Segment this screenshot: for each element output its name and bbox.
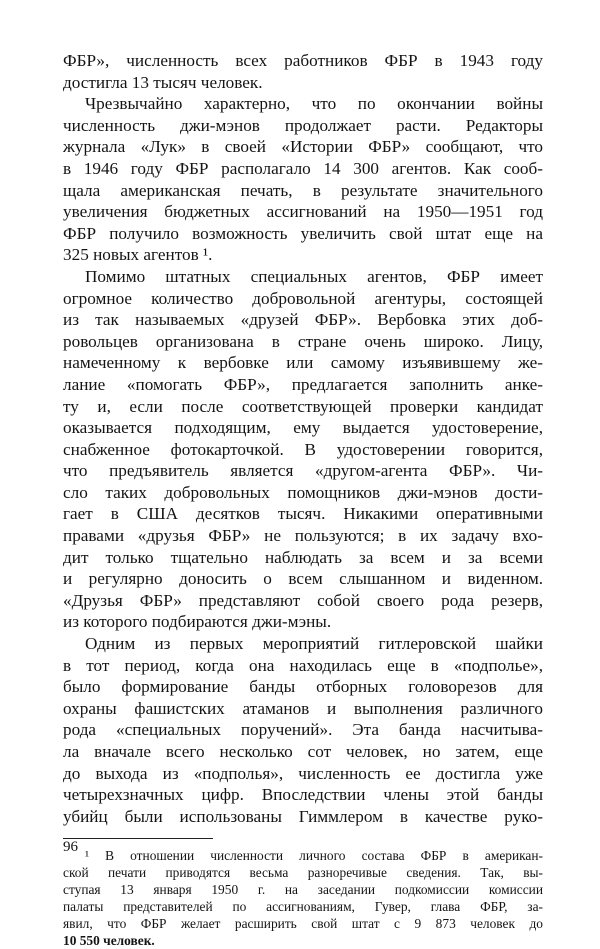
text-line: «Друзья ФБР» представляют собой своего рода резерв,: [63, 590, 543, 610]
text-line: лание «помогать ФБР», предлагается заполнить анке-: [63, 374, 543, 394]
text-line: Одним из первых мероприятий гитлеровской шайки: [85, 634, 543, 654]
footnote-line: ступая 13 января 1950 г. на заседании подкомиссии комиссии: [63, 882, 543, 898]
text-line: из которого подбираются джи-мэны.: [63, 612, 332, 632]
text-line: четырехзначных цифр. Впоследствии члены этой банды: [63, 785, 543, 805]
footnote-line: явил, что ФБР желает расширить свой штат с 9 873 человек до: [63, 916, 543, 932]
text-line: ла вначале всего несколько сот человек, но затем, еще: [63, 742, 543, 761]
text-line: дит только тщательно наблюдать за всем и за всеми: [63, 547, 543, 567]
text-line: в 1946 году ФБР располагало 14 300 агентов. Как сооб-: [63, 158, 543, 178]
text-line: достигла 13 тысяч человек.: [63, 72, 263, 92]
text-line: правами «друзья ФБР» не пользуются; в их задачу вхо-: [63, 526, 543, 546]
text-line: из так называемых «друзей ФБР». Вербовка этих доб-: [63, 310, 543, 330]
text-line: охраны фашистских атаманов и выполнения различного: [63, 698, 543, 718]
text-line: численность джи-мэнов продолжает расти. Редакторы: [63, 115, 543, 135]
text-line: щала американская печать, в результате значительного: [63, 180, 543, 200]
footnote-line: ской печати приводятся весьма разноречивые сведения. Так, вы-: [63, 865, 543, 881]
page-body: [63, 50, 543, 949]
page-number: 96: [63, 839, 78, 855]
paragraph: [63, 93, 543, 266]
text-line: увеличения бюджетных ассигнований на 1950—1951 год: [63, 202, 543, 222]
footnote-line: палаты представителей по ассигнованиям, Гувер, глава ФБР, за-: [63, 899, 543, 915]
text-line: намеченному к вербовке или самому изъявившему же-: [63, 353, 543, 373]
text-line: оказывается подходящим, ему выдается удостоверение,: [63, 418, 543, 438]
text-line: гает в США десятков тысяч. Никакими оперативными: [63, 504, 543, 524]
text-line: огромное количество добровольной агентуры, состоящей: [63, 288, 543, 308]
text-line: ФБР», численность всех работников ФБР в 1943 году: [63, 51, 543, 70]
text-line: снабженное фотокарточкой. В удостоверении говорится,: [63, 439, 543, 459]
footnote-line: ¹ В отношении численности личного состава ФБР в американ-: [85, 848, 543, 864]
paragraph: [63, 266, 543, 633]
text-line: Чрезвычайно характерно, что по окончании войны: [85, 94, 543, 114]
main-text: [63, 50, 543, 827]
text-line: рода «специальных поручений». Эта банда насчитыва-: [63, 720, 543, 740]
text-line: что предъявитель является «другом-агента ФБР». Чи-: [63, 461, 543, 481]
footnote: [63, 847, 543, 949]
text-line: в тот период, когда она находилась еще в «подполье»,: [63, 655, 543, 675]
text-line: было формирование банды отборных головорезов для: [63, 677, 543, 697]
text-line: ровольцев организована в стране очень широко. Лицу,: [63, 331, 543, 351]
text-line: ФБР получило возможность увеличить свой штат еще на: [63, 223, 543, 243]
text-line: убийц были использованы Гиммлером в качестве руко-: [63, 806, 543, 826]
text-line: ту и, если после соответствующей проверки кандидат: [63, 396, 543, 416]
footnote-divider: [63, 838, 213, 839]
paragraph: [63, 633, 543, 827]
text-line: и регулярно доносить о всем слышанном и виденном.: [63, 569, 543, 589]
footnote-line: 10 550 человек.: [63, 933, 155, 949]
text-line: журнала «Лук» в своей «Истории ФБР» сообщают, что: [63, 137, 543, 157]
text-line: Помимо штатных специальных агентов, ФБР имеет: [85, 266, 543, 286]
text-line: 325 новых агентов ¹.: [63, 245, 213, 265]
paragraph: [63, 50, 543, 93]
text-line: сло таких добровольных помощников джи-мэнов дости-: [63, 482, 543, 502]
text-line: до выхода из «подполья», численность ее достигла уже: [63, 763, 543, 783]
